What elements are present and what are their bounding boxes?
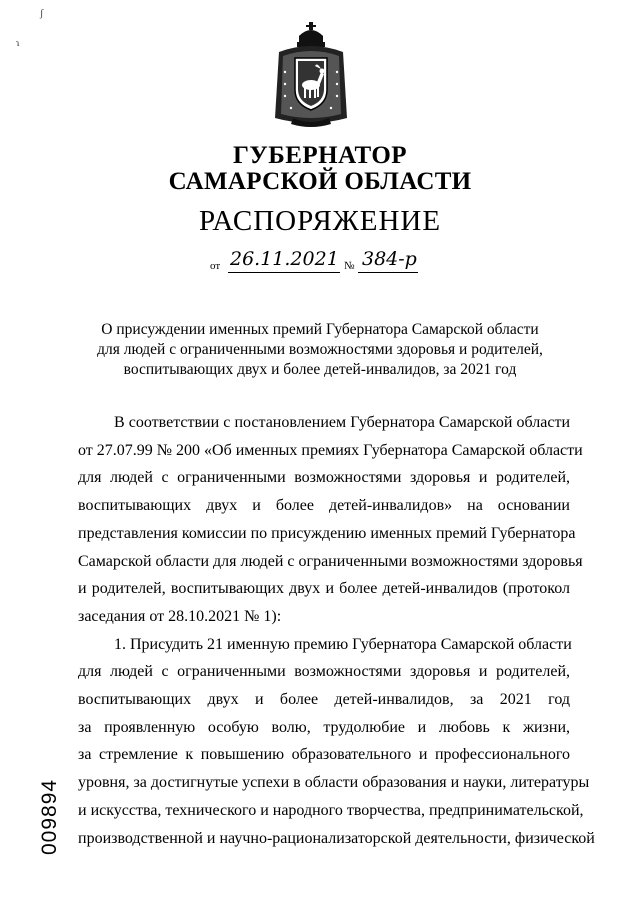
body-line: уровня, за достигнутые успехи в области образования и науки, литературы xyxy=(78,774,590,792)
body-line: воспитывающих двух и более детей-инвалидов» на основании xyxy=(78,497,570,515)
date-number-line xyxy=(210,248,430,274)
body-line: воспитывающих двух и более детей-инвалидов, за 2021 год xyxy=(78,691,570,709)
scan-artifact-mark: ɿ xyxy=(16,38,20,49)
issuer-title-line2: САМАРСКОЙ ОБЛАСТИ xyxy=(168,168,472,195)
body-line: и искусства, технического и народного творчества, предпринимательской, xyxy=(78,801,584,819)
document-subject xyxy=(60,320,580,380)
subject-line: для людей с ограниченными возможностями здоровья и родителей, xyxy=(97,341,543,358)
registration-stamp-number: 009894 xyxy=(38,778,61,855)
body-line: за стремление к повышению образовательного и профессионального xyxy=(78,746,570,764)
subject-line: воспитывающих двух и более детей-инвалидов, за 2021 год xyxy=(123,361,517,378)
body-line: и родителей, воспитывающих двух и более детей-инвалидов (протокол xyxy=(78,580,570,598)
document-type: РАСПОРЯЖЕНИЕ xyxy=(198,205,442,237)
issuer-title-line1: ГУБЕРНАТОР xyxy=(232,142,408,169)
scan-artifact-mark: ʃ xyxy=(40,8,44,19)
handwritten-number: 384-р xyxy=(362,248,417,270)
body-line: для людей с ограниченными возможностями здоровья и родителей, xyxy=(78,469,570,487)
coat-of-arms-icon xyxy=(271,22,351,128)
body-line: от 27.07.99 № 200 «Об именных премиях Губернатора Самарской области xyxy=(78,441,583,459)
body-line: 1. Присудить 21 именную премию Губернатора Самарской области xyxy=(114,635,572,653)
number-underline xyxy=(358,272,418,273)
body-line: заседания от 28.10.2021 № 1): xyxy=(78,607,282,625)
subject-line: О присуждении именных премий Губернатора Самарской области xyxy=(101,321,539,338)
handwritten-date: 26.11.2021 xyxy=(230,248,339,270)
date-underline xyxy=(228,272,340,273)
body-line: Самарской области для людей с ограниченными возможностями здоровья xyxy=(78,552,583,570)
body-line: представления комиссии по присуждению именных премий Губернатора xyxy=(78,524,576,542)
date-from-label: от xyxy=(210,260,221,272)
body-line: за проявленную особую волю, трудолюбие и любовь к жизни, xyxy=(78,718,570,736)
body-line: В соответствии с постановлением Губернатора Самарской области xyxy=(114,414,570,431)
document-body xyxy=(78,409,595,852)
body-line: производственной и научно-рационализаторской деятельности, физической xyxy=(78,829,595,847)
number-label: № xyxy=(344,260,355,272)
body-line: для людей с ограниченными возможностями здоровья и родителей, xyxy=(78,663,570,681)
